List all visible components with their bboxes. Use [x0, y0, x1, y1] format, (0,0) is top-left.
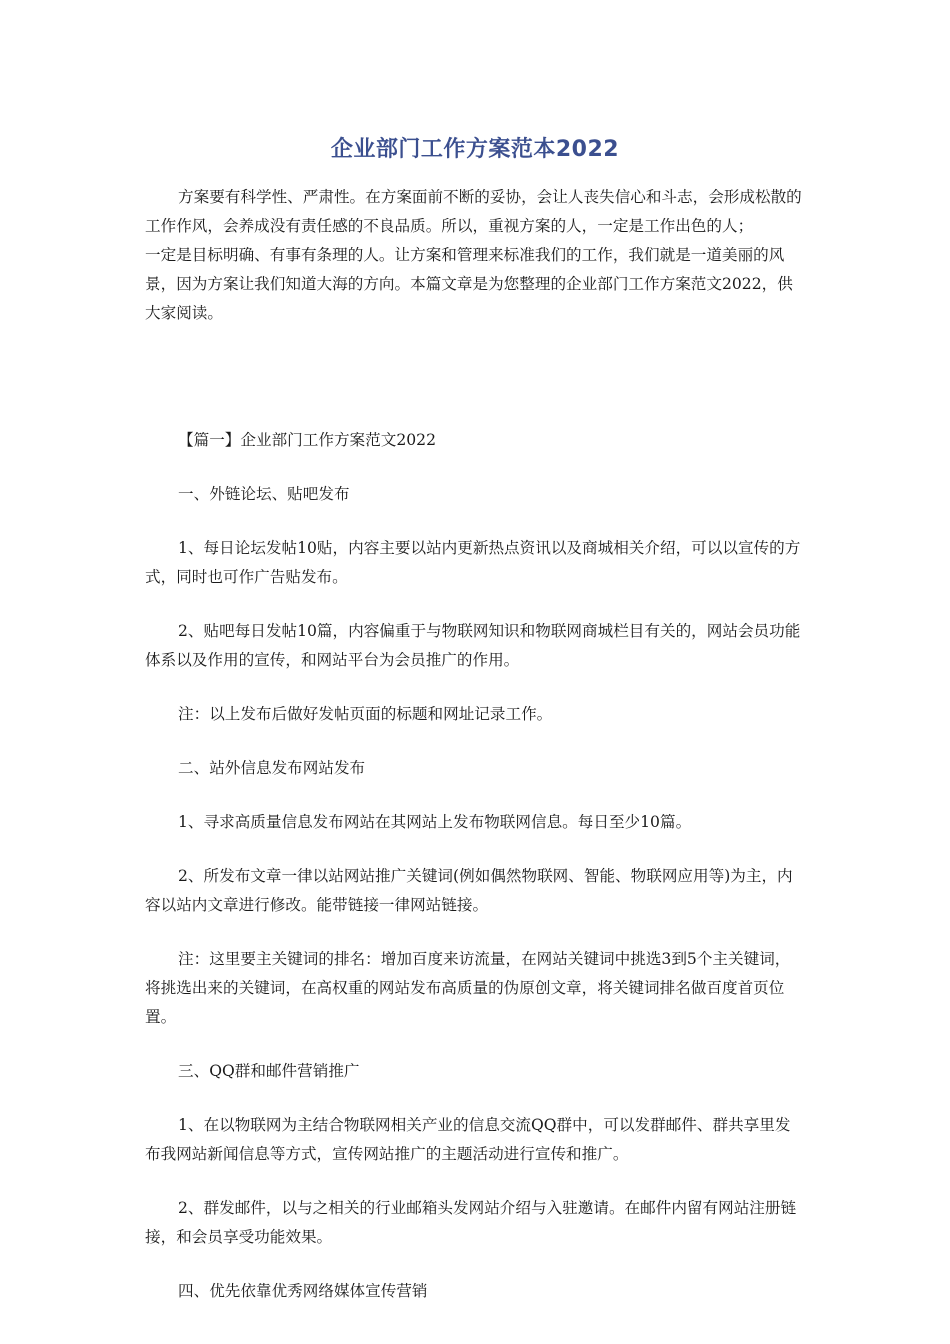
- subsection-heading: 二、站外信息发布网站发布: [178, 759, 366, 777]
- intro-paragraph: 方案要有科学性、严肃性。在方案面前不断的妥协，会让人丧失信心和斗志，会形成松散的工作作风，会养成没有责任感的不良品质。所以，重视方案的人，一定是工作出色的人；: [145, 188, 802, 235]
- intro-paragraph: 一定是目标明确、有事有条理的人。让方案和管理来标准我们的工作，我们就是一道美丽的风景，因为方案让我们知道大海的方向。本篇文章是为您整理的企业部门工作方案范文2022，供大家阅读。: [145, 246, 793, 322]
- body-section: [145, 426, 805, 1331]
- body-paragraph: 1、在以物联网为主结合物联网相关产业的信息交流QQ群中，可以发群邮件、群共享里发布我网站新闻信息等方式，宣传网站推广的主题活动进行宣传和推广。: [145, 1116, 791, 1163]
- note-paragraph: 注：以上发布后做好发帖页面的标题和网址记录工作。: [178, 705, 553, 723]
- subsection-heading: 三、QQ群和邮件营销推广: [178, 1062, 360, 1080]
- body-paragraph: 1、寻求高质量信息发布网站在其网站上发布物联网信息。每日至少10篇。: [178, 813, 692, 831]
- body-paragraph: 2、群发邮件，以与之相关的行业邮箱头发网站介绍与入驻邀请。在邮件内留有网站注册链接，和会员享受功能效果。: [145, 1199, 797, 1246]
- document-title: 企业部门工作方案范本2022: [330, 137, 620, 162]
- body-paragraph: 2、所发布文章一律以站网站推广关键词(例如偶然物联网、智能、物联网应用等)为主，内容以站内文章进行修改。能带链接一律网站链接。: [145, 867, 793, 914]
- subsection-heading: 四、优先依靠优秀网络媒体宣传营销: [178, 1282, 428, 1300]
- body-paragraph: 2、贴吧每日发帖10篇，内容偏重于与物联网知识和物联网商城栏目有关的，网站会员功能体系以及作用的宣传，和网站平台为会员推广的作用。: [145, 622, 801, 669]
- intro-section: [145, 183, 805, 328]
- subsection-heading: 一、外链论坛、贴吧发布: [178, 485, 350, 503]
- body-paragraph: 1、每日论坛发帖10贴，内容主要以站内更新热点资讯以及商城相关介绍，可以以宣传的方式，同时也可作广告贴发布。: [145, 539, 801, 586]
- section-heading: 【篇一】企业部门工作方案范文2022: [178, 431, 436, 449]
- note-paragraph: 注：这里要主关键词的排名：增加百度来访流量，在网站关键词中挑选3到5个主关键词，将挑选出来的关键词，在高权重的网站发布高质量的伪原创文章，将关键词排名做百度首页位置。: [145, 950, 791, 1026]
